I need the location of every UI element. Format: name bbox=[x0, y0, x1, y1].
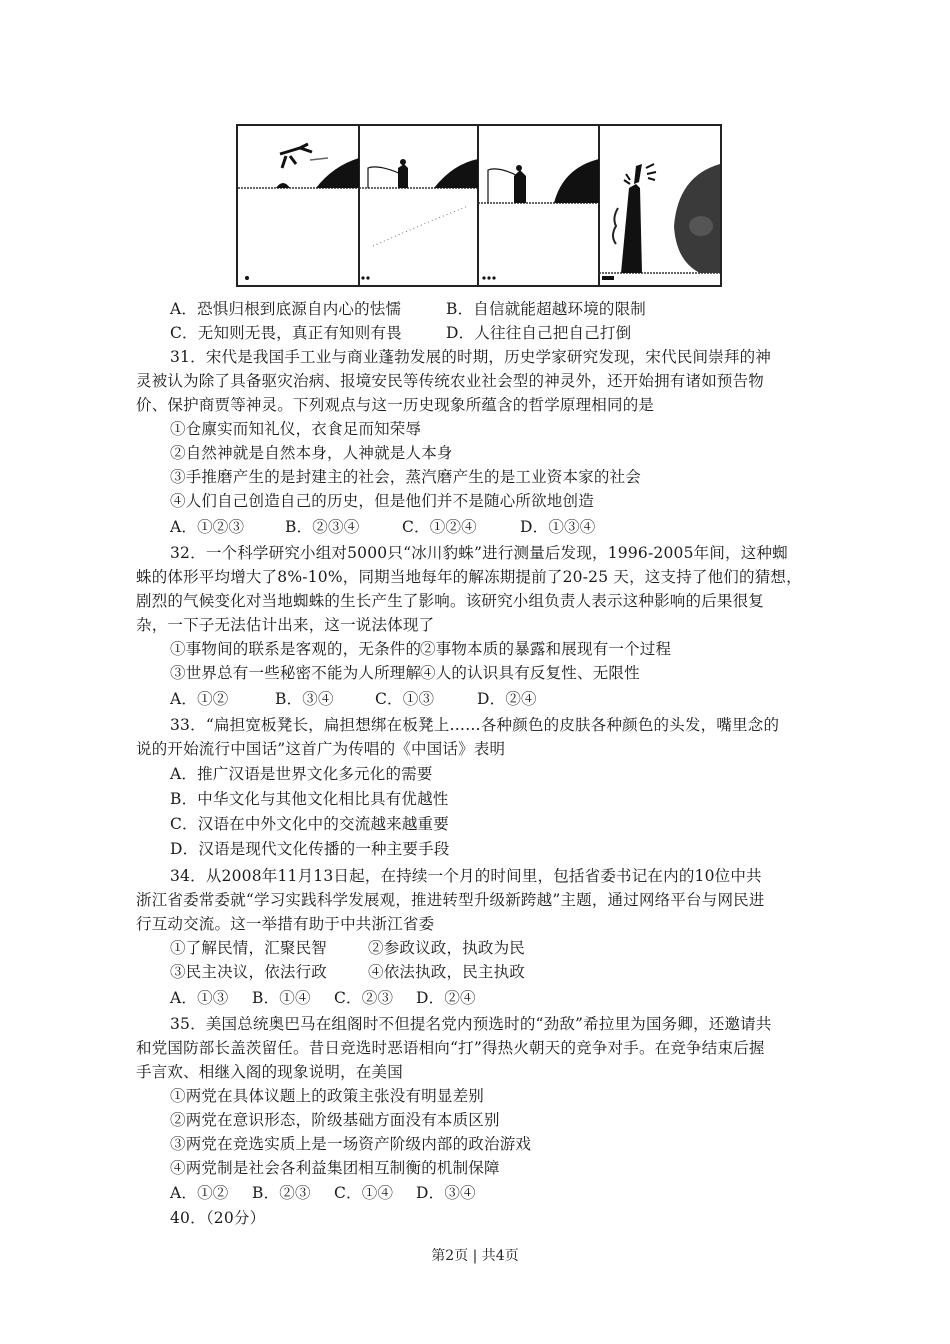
q34-choice-b: B．①④ bbox=[252, 989, 311, 1007]
q32-stem-line-4: 杂，一下子无法估计出来，这一说法体现了 bbox=[136, 616, 435, 634]
panel-1 bbox=[238, 144, 359, 280]
q34-items-row-1 bbox=[170, 936, 525, 960]
q32-choice-a: A．①② bbox=[170, 690, 229, 708]
q34-item-1: ①了解民情，汇聚民智 bbox=[170, 939, 328, 957]
q31-choices bbox=[170, 515, 595, 539]
q34-item-4: ④依法执政，民主执政 bbox=[368, 963, 526, 981]
panel-3 bbox=[478, 159, 599, 280]
q35-choice-b: B．②③ bbox=[252, 1184, 311, 1202]
q34-item-2: ②参政议政，执政为民 bbox=[368, 939, 526, 957]
q32-item-1: ①事物间的联系是客观的，无条件的 bbox=[170, 640, 422, 658]
q35-choice-a: A．①② bbox=[170, 1184, 229, 1202]
q31-item-2: ②自然神就是自然本身，人神就是人本身 bbox=[170, 444, 453, 462]
q31-choice-b: B．②③④ bbox=[285, 518, 360, 536]
q33-stem-line-2: 说的开始流行中国话”这首广为传唱的《中国话》表明 bbox=[136, 740, 506, 758]
comic-illustration bbox=[238, 126, 720, 285]
q30-options-row-1 bbox=[170, 297, 646, 321]
q32-choice-c: C．①③ bbox=[375, 690, 435, 708]
q30-option-c: C．无知则无畏，真正有知则有畏 bbox=[170, 324, 402, 342]
q32-stem-line-2: 蛛的体形平均增大了8%-10%，同期当地每年的解冻期提前了20-25 天，这支持了他们的猜想， bbox=[136, 568, 802, 586]
q31-item-3: ③手推磨产生的是封建主的社会，蒸汽磨产生的是工业资本家的社会 bbox=[170, 468, 642, 486]
panel-2 bbox=[359, 159, 478, 280]
q32-stem-line-1: 32．一个科学研究小组对5000只“冰川豹蛛”进行测量后发现，1996-2005年间，这种蜘 bbox=[170, 544, 788, 562]
page-footer: 第2页 | 共4页 bbox=[431, 1248, 519, 1264]
q31-stem-line-2: 灵被认为除了具备驱灾治病、报境安民等传统农业社会型的神灵外，还开始拥有诸如预告物 bbox=[136, 372, 765, 390]
q32-choices bbox=[170, 687, 537, 711]
q34-stem-line-2: 浙江省委常委就“学习实践科学发展观，推进转型升级新跨越”主题，通过网络平台与网民进 bbox=[136, 891, 765, 909]
q30-option-b: B．自信就能超越环境的限制 bbox=[446, 300, 646, 318]
q33-choice-d: D．汉语是现代文化传播的一种主要手段 bbox=[170, 840, 450, 858]
q31-item-1: ①仓廪实而知礼仪，衣食足而知荣辱 bbox=[170, 420, 422, 438]
q33-choice-b: B．中华文化与其他文化相比具有优越性 bbox=[170, 790, 449, 808]
q31-stem-line-3: 价、保护商贾等神灵。下列观点与这一历史现象所蕴含的哲学原理相同的是 bbox=[136, 396, 655, 414]
q32-item-2: ②事物本质的暴露和展现有一个过程 bbox=[420, 640, 672, 658]
q32-choice-b: B．③④ bbox=[275, 690, 334, 708]
q35-choice-c: C．①④ bbox=[334, 1184, 394, 1202]
q35-choices bbox=[170, 1181, 476, 1205]
q31-stem-line-1: 31．宋代是我国手工业与商业蓬勃发展的时期，历史学家研究发现，宋代民间崇拜的神 bbox=[170, 348, 772, 366]
q32-items-row-1 bbox=[170, 637, 671, 661]
q34-choice-d: D．②④ bbox=[416, 989, 476, 1007]
q32-stem-line-3: 剧烈的气候变化对当地蜘蛛的生长产生了影响。该研究小组负责人表示这种影响的后果很复 bbox=[136, 592, 765, 610]
q30-option-d: D．人往往自己把自己打倒 bbox=[446, 324, 632, 342]
q31-choice-a: A．①②③ bbox=[170, 518, 245, 536]
q30-option-a: A．恐惧归根到底源自内心的怯懦 bbox=[170, 300, 402, 318]
q32-choice-d: D．②④ bbox=[477, 690, 537, 708]
q34-choice-c: C．②③ bbox=[334, 989, 394, 1007]
q35-stem-line-1: 35．美国总统奥巴马在组阁时不但提名党内预选时的“劲敌”希拉里为国务卿，还邀请共 bbox=[170, 1015, 772, 1033]
q35-stem-line-2: 和党国防部长盖茨留任。昔日竞选时恶语相向“打”得热火朝天的竞争对手。在竞争结束后握 bbox=[136, 1039, 765, 1057]
q34-choices bbox=[170, 986, 476, 1010]
q33-choice-a: A．推广汉语是世界文化多元化的需要 bbox=[170, 765, 433, 783]
q35-stem-line-3: 手言欢、相继入阁的现象说明，在美国 bbox=[136, 1063, 403, 1081]
q34-stem-line-1: 34．从2008年11月13日起，在持续一个月的时间里，包括省委书记在内的10位中共 bbox=[170, 867, 762, 885]
q35-item-4: ④两党制是社会各利益集团相互制衡的机制保障 bbox=[170, 1159, 500, 1177]
q35-item-2: ②两党在意识形态，阶级基础方面没有本质区别 bbox=[170, 1111, 500, 1129]
q35-item-1: ①两党在具体议题上的政策主张没有明显差别 bbox=[170, 1087, 485, 1105]
q31-choice-c: C．①②④ bbox=[402, 518, 477, 536]
q32-items-row-2 bbox=[170, 661, 640, 685]
q35-item-3: ③两党在竞选实质上是一场资产阶级内部的政治游戏 bbox=[170, 1135, 532, 1153]
panel-4 bbox=[599, 164, 720, 280]
q34-choice-a: A．①③ bbox=[170, 989, 229, 1007]
q32-item-3: ③世界总有一些秘密不能为人所理解 bbox=[170, 664, 422, 682]
q34-items-row-2 bbox=[170, 960, 525, 984]
q33-choice-c: C．汉语在中外文化中的交流越来越重要 bbox=[170, 815, 449, 833]
q30-options-row-2 bbox=[170, 321, 631, 345]
q34-stem-line-3: 行互动交流。这一举措有助于中共浙江省委 bbox=[136, 915, 435, 933]
q35-choice-d: D．③④ bbox=[416, 1184, 476, 1202]
q40-label: 40．（20分） bbox=[170, 1209, 266, 1227]
q31-item-4: ④人们自己创造自己的历史，但是他们并不是随心所欲地创造 bbox=[170, 492, 594, 510]
q32-item-4: ④人的认识具有反复性、无限性 bbox=[420, 664, 640, 682]
q33-stem-line-1: 33．“扁担宽板凳长，扁担想绑在板凳上……各种颜色的皮肤各种颜色的头发，嘴里念的 bbox=[170, 716, 780, 734]
q34-item-3: ③民主决议，依法行政 bbox=[170, 963, 328, 981]
q31-choice-d: D．①③④ bbox=[520, 518, 596, 536]
comic-strip bbox=[236, 124, 722, 287]
